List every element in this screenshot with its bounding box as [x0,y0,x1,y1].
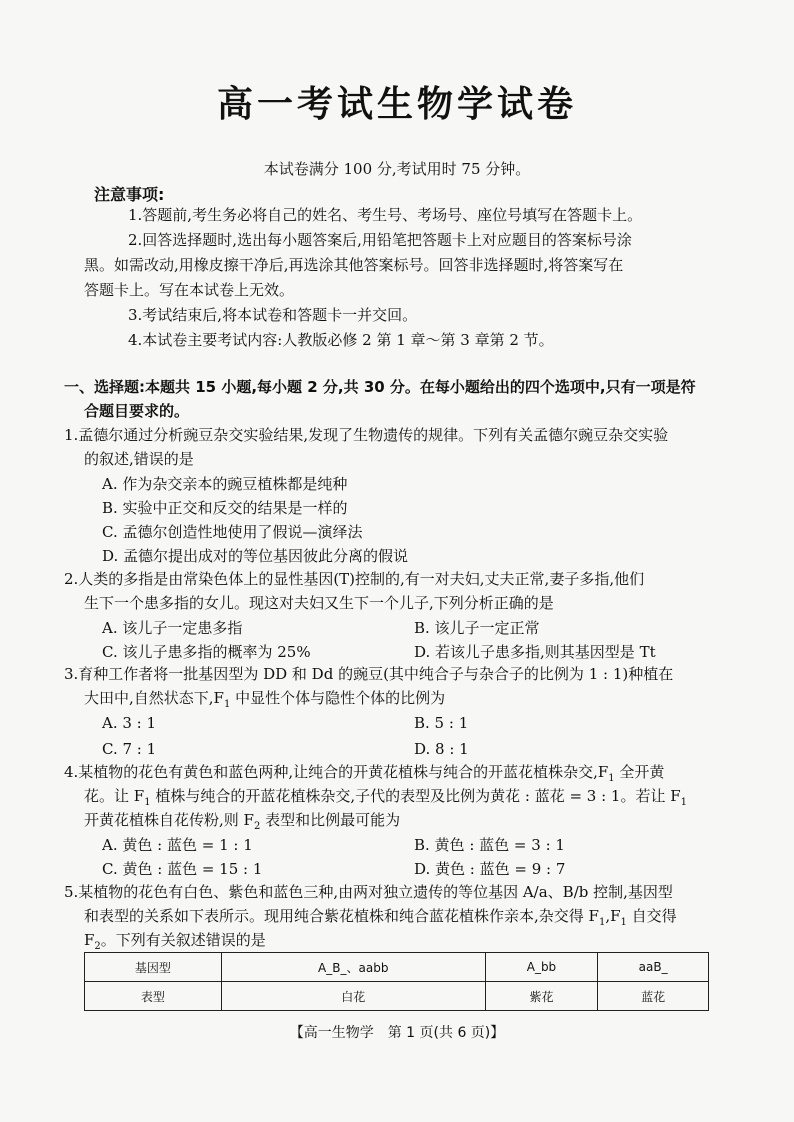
question-1-stem: 1.孟德尔通过分析豌豆杂交实验结果,发现了生物遗传的规律。下列有关孟德尔豌豆杂交实验 [64,426,669,444]
notice-item: 4.本试卷主要考试内容:人教版必修 2 第 1 章～第 3 章第 2 节。 [128,331,554,349]
table-cell: 白花 [221,982,485,1011]
q4-option-a: A. 黄色 : 蓝色 = 1 : 1 [102,836,253,854]
table-row [85,982,709,1011]
q4-option-c: C. 黄色 : 蓝色 = 15 : 1 [102,860,263,878]
question-4-stem-cont: 花。让 $F_1$ 植株与纯合的开蓝花植株杂交,子代的表型及比例为黄花 : 蓝花 = 3 : 1。若让 $F_1$ [84,787,688,808]
question-1-stem-cont: 的叙述,错误的是 [84,450,194,468]
question-3-stem: 3.育种工作者将一批基因型为 DD 和 Dd 的豌豆(其中纯合子与杂合子的比例为 1 : 1)种植在 [64,665,674,683]
question-5-stem-cont2: $F_2$。下列有关叙述错误的是 [84,931,266,952]
question-4-stem-cont2: 开黄花植株自花传粉,则 $F_2$ 表型和比例最可能为 [84,811,401,832]
notice-heading: 注意事项: [94,185,165,204]
q4-option-b: B. 黄色 : 蓝色 = 3 : 1 [414,836,565,854]
q1-option-a: A. 作为杂交亲本的豌豆植株都是纯种 [102,475,348,493]
q3-option-c: C. 7 : 1 [102,740,157,758]
table-cell: A_B_、aabb [221,953,485,982]
exam-info: 本试卷满分 100 分,考试用时 75 分钟。 [263,160,531,178]
q1-option-c: C. 孟德尔创造性地使用了假说—演绎法 [102,523,363,541]
q4-option-d: D. 黄色 : 蓝色 = 9 : 7 [414,860,566,878]
table-row [85,953,709,982]
q2-option-c: C. 该儿子患多指的概率为 25% [102,643,311,661]
q1-option-b: B. 实验中正交和反交的结果是一样的 [102,499,348,517]
q2-option-b: B. 该儿子一定正常 [414,619,540,637]
table-cell: 蓝花 [598,982,709,1011]
notice-item: 3.考试结束后,将本试卷和答题卡一并交回。 [128,306,418,324]
notice-item: 2.回答选择题时,选出每小题答案后,用铅笔把答题卡上对应题目的答案标号涂 [128,231,632,249]
question-4-stem: 4.某植物的花色有黄色和蓝色两种,让纯合的开黄花植株与纯合的开蓝花植株杂交$,F_1$ 全开黄 [64,763,665,784]
q1-option-d: D. 孟德尔提出成对的等位基因彼此分离的假说 [102,547,409,565]
table-cell: aaB_ [598,953,709,982]
question-2-stem: 2.人类的多指是由常染色体上的显性基因(T)控制的,有一对夫妇,丈夫正常,妻子多指,他们 [64,570,645,588]
table-cell: 表型 [85,982,222,1011]
notice-item: 黑。如需改动,用橡皮擦干净后,再选涂其他答案标号。回答非选择题时,将答案写在 [84,256,624,274]
table-cell: 紫花 [485,982,598,1011]
q3-option-d: D. 8 : 1 [414,740,469,758]
q2-option-d: D. 若该儿子患多指,则其基因型是 Tt [414,643,656,661]
question-5-stem: 5.某植物的花色有白色、紫色和蓝色三种,由两对独立遗传的等位基因 A/a、B/b 控制,基因型 [64,883,673,901]
table-cell: 基因型 [85,953,222,982]
q2-option-a: A. 该儿子一定患多指 [102,619,243,637]
q3-option-b: B. 5 : 1 [414,714,469,732]
section-heading-cont: 合题目要求的。 [84,402,190,420]
page-title: 高一考试生物学试卷 [216,84,577,125]
notice-item: 答题卡上。写在本试卷上无效。 [84,281,295,299]
section-heading: 一、选择题:本题共 15 小题,每小题 2 分,共 30 分。在每小题给出的四个选项中,只有一项是符 [64,378,696,396]
table-cell: A_bb [485,953,598,982]
q3-option-a: A. 3 : 1 [102,714,157,732]
page-footer: 【高一生物学 第 1 页(共 6 页)】 [289,1025,505,1041]
question-2-stem-cont: 生下一个患多指的女儿。现这对夫妇又生下一个儿子,下列分析正确的是 [84,594,554,612]
genotype-table [84,952,709,1011]
question-5-stem-cont: 和表型的关系如下表所示。现用纯合紫花植株和纯合蓝花植株作亲本,杂交得 $F_1,F_1$ 自交得 [84,907,677,928]
notice-item: 1.答题前,考生务必将自己的姓名、考生号、考场号、座位号填写在答题卡上。 [128,206,643,224]
question-3-stem-cont: 大田中,自然状态下$,F_1$ 中显性个体与隐性个体的比例为 [84,689,446,710]
